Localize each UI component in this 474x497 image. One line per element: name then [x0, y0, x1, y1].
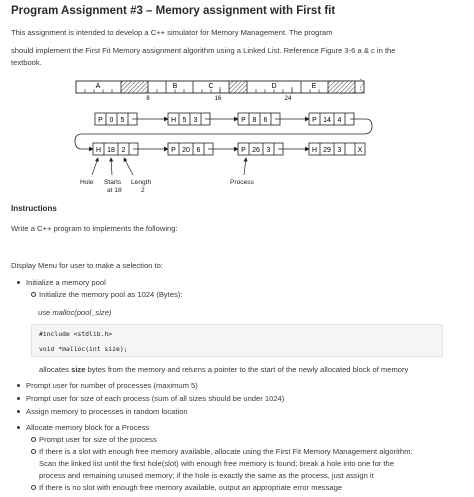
bullet-processes: Prompt user for number of processes (maximum 5) [26, 381, 198, 390]
code-line-1: #include <stdlib.h> [39, 330, 113, 338]
bullet-assign: Assign memory to processes in random location [26, 407, 188, 416]
tick-label: 8 [146, 96, 150, 102]
segment-label: D [271, 83, 277, 90]
hole-segment [229, 81, 247, 93]
annotation-process: Process [230, 179, 254, 186]
tick-label: 24 [284, 96, 292, 102]
node-length: 6 [196, 147, 201, 154]
menu-use-line: use malloc(pool_size) [38, 308, 112, 317]
node-start: 5 [182, 117, 187, 124]
linked-list-row-2 [93, 143, 365, 155]
node-start: 18 [107, 147, 115, 154]
node-length: 3 [337, 147, 342, 154]
node-type: P [312, 117, 317, 124]
annotation-length: Length [131, 179, 152, 186]
instructions-intro: Write a C++ program to implements the following: [11, 224, 178, 233]
segment-label: A [95, 83, 101, 90]
allocate-sub-2-line-1: If there is a slot with enough free memory available, allocate using the First Fit Memory Management algorithm: [39, 447, 413, 456]
display-menu-text: Display Menu for user to make a selection to: [11, 261, 163, 270]
bullet-dot [17, 384, 20, 387]
node-type: P [98, 117, 103, 124]
code-line-2: void *malloc(int size); [39, 345, 128, 353]
annotation-starts: Starts [104, 179, 122, 186]
sub-bullet-circle [31, 449, 36, 454]
annotation-length-value: 2 [141, 187, 145, 194]
sub-bullet-circle [31, 292, 36, 297]
node-length: 5 [120, 117, 125, 124]
segment-label: C [208, 83, 214, 90]
menu-init: Initialize a memory pool [26, 278, 106, 287]
node-start: 20 [182, 147, 190, 154]
annotation-hole: Hole [80, 179, 94, 186]
list-end-marker: X [357, 147, 363, 154]
tick-label: 16 [214, 96, 222, 102]
bullet-dot [17, 397, 20, 400]
node-start: 8 [252, 117, 257, 124]
bullet-dot [17, 410, 20, 413]
bullet-sizes: Prompt user for size of each process (sum of all sizes should be under 1024) [26, 394, 285, 403]
node-start: 29 [323, 147, 331, 154]
allocate-sub-2-line-3: process and remaining unused memory; if the hole is exactly the same as the process, just assign it [39, 471, 374, 480]
allocate-heading: Allocate memory block for a Process [26, 423, 150, 432]
allocates-description: allocates size bytes from the memory and returns a pointer to the start of the newly allocated block of memory [39, 365, 409, 374]
node-length: 4 [337, 117, 342, 124]
allocate-sub-2-line-2: Scan the linked list until the first hole(slot) with enough free memory is found; break a hole into one for the [39, 459, 394, 468]
hole-segment [121, 81, 148, 93]
hole-segment [328, 81, 355, 93]
node-type: H [95, 147, 102, 154]
segment-label: E [311, 83, 317, 90]
segment-label: B [172, 83, 178, 90]
node-type: P [241, 147, 246, 154]
node-start: 14 [323, 117, 331, 124]
bullet-dot [17, 426, 20, 429]
node-type: P [171, 147, 176, 154]
node-type: P [241, 117, 246, 124]
allocate-sub-1: Prompt user for size of the process [39, 435, 157, 444]
intro-line-2: should implement the First Fit Memory assignment algorithm using a Linked List. Reference Figure 3-6 a & c in the [11, 46, 396, 55]
sub-bullet-circle [31, 437, 36, 442]
page-title: Program Assignment #3 – Memory assignment with First fit [11, 5, 336, 17]
sub-bullet-circle [31, 485, 36, 490]
intro-line-3: textbook. [11, 58, 42, 67]
node-start: 0 [109, 117, 114, 124]
memory-figure [0, 0, 474, 200]
node-length: 2 [121, 147, 126, 154]
annotation-starts-at: at 18 [107, 187, 122, 194]
node-type: H [311, 147, 318, 154]
intro-line-1: This assignment is intended to develop a C++ simulator for Memory Management. The program [11, 28, 333, 37]
memory-bar [76, 79, 364, 102]
allocate-sub-3: If there is no slot with enough free memory available, output an appropriate error message [39, 483, 343, 492]
node-length: 6 [263, 117, 268, 124]
menu-init-sub: Initialize the memory pool as 1024 (Bytes): [39, 290, 183, 299]
bullet-dot [17, 281, 20, 284]
node-start: 26 [252, 147, 260, 154]
instructions-heading: Instructions [11, 204, 57, 213]
node-length: 3 [266, 147, 271, 154]
node-length: 3 [193, 117, 198, 124]
node-type: H [170, 117, 177, 124]
